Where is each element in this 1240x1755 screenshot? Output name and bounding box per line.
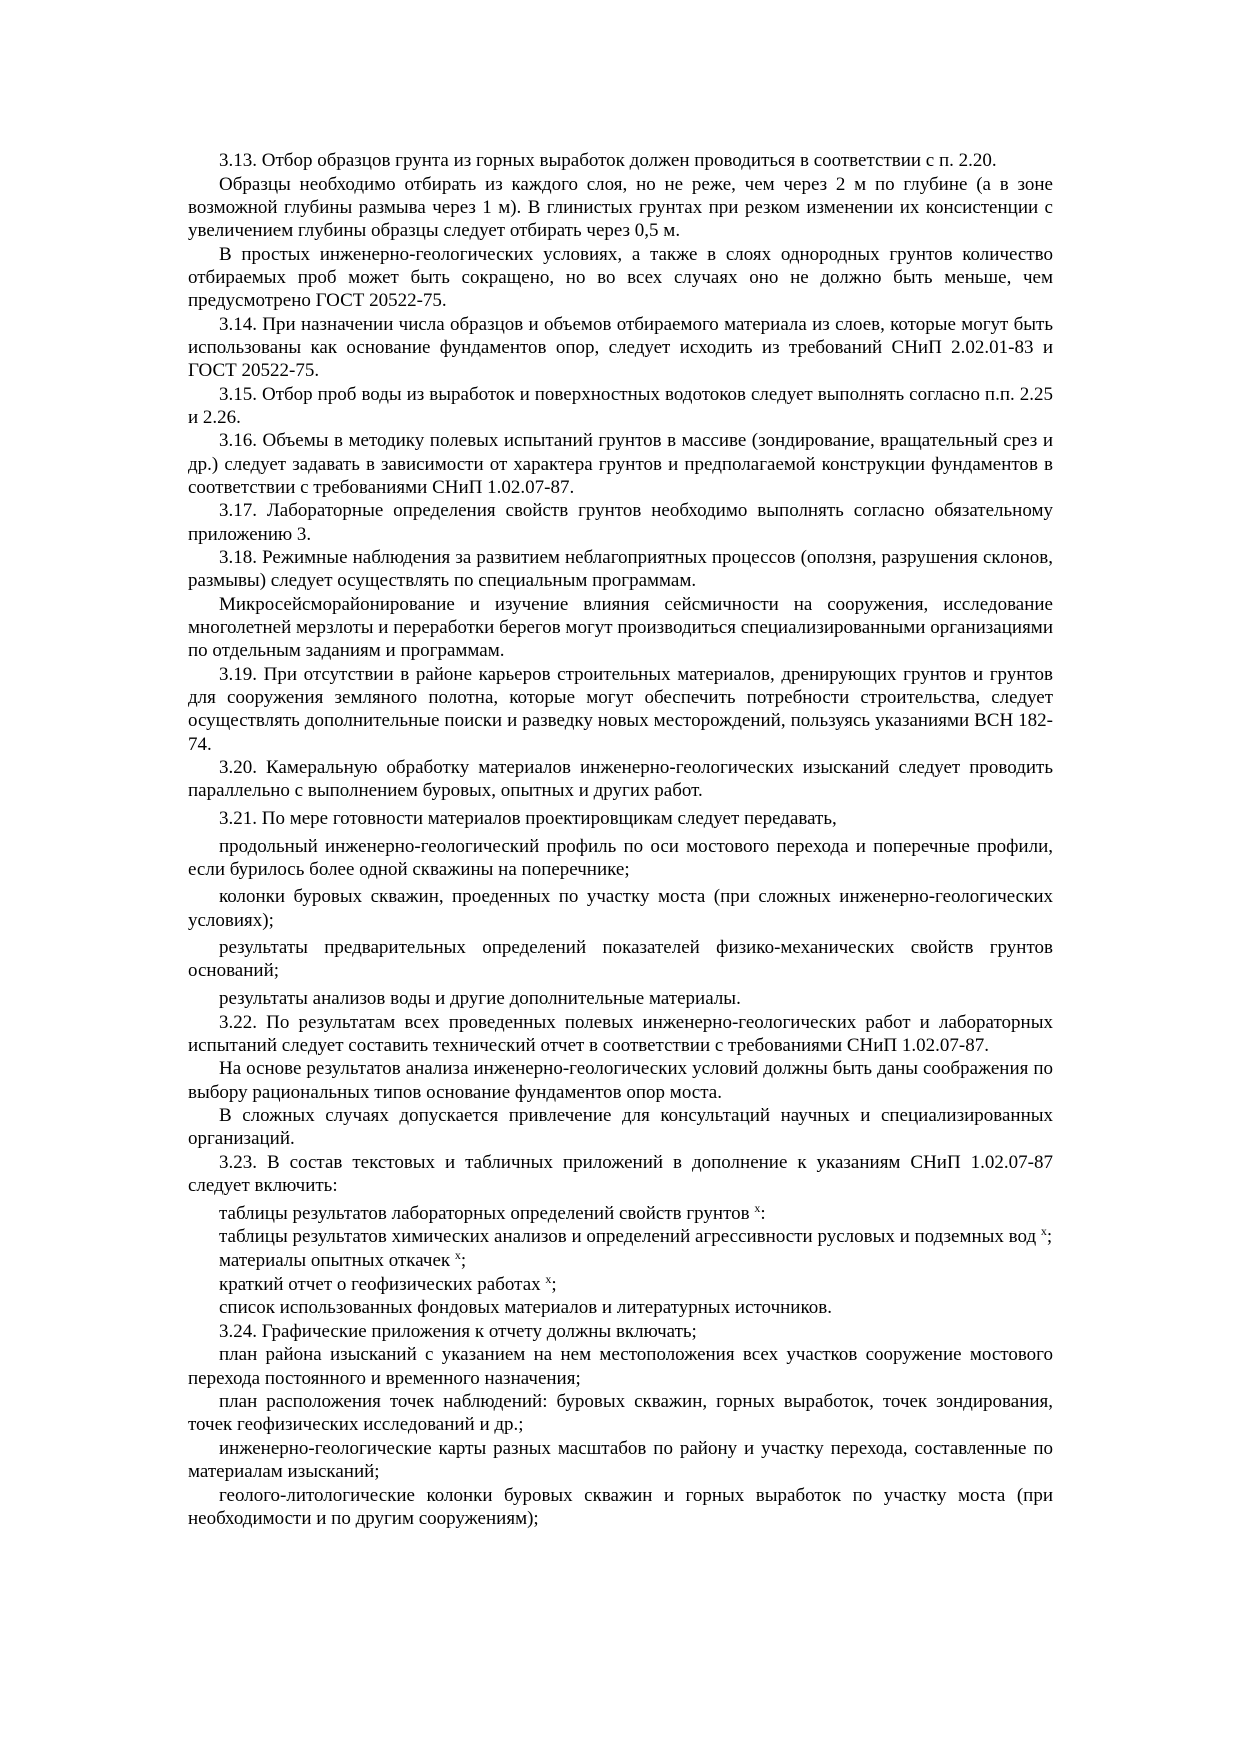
footnote-mark: х — [754, 1200, 761, 1215]
paragraph-3-13: 3.13. Отбор образцов грунта из горных выработок должен проводиться в соответствии с п. 2.20. — [219, 150, 997, 171]
document-body — [188, 149, 1053, 1531]
paragraph-3-15: 3.15. Отбор проб воды из выработок и поверхностных водотоков следует выполнять согласно п.п. 2.25 и 2.26. — [188, 383, 1053, 428]
list-item: продольный инженерно-геологический профиль по оси мостового перехода и поперечные профили, если бурилось более одной скважины на поперечнике; — [188, 835, 1053, 880]
paragraph: В простых инженерно-геологических условиях, а также в слоях однородных грунтов количество отбираемых проб может быть сокращено, но во всех случаях оно не должно быть меньше, чем предусмотрено ГОСТ 20522-75. — [188, 243, 1053, 311]
list-item: инженерно-геологические карты разных масштабов по району и участку перехода, составленные по материалам изысканий; — [188, 1437, 1053, 1483]
list-item: таблицы результатов химических анализов и определений агрессивности русловых и подземных вод $^х$; — [219, 1224, 1053, 1248]
paragraph-3-14: 3.14. При назначении числа образцов и объемов отбираемого материала из слоев, которые могут быть использованы как основание фундаментов опор, следует исходить из требований СНиП 2.02.01-83 и ГОСТ 20522-75. — [188, 313, 1053, 381]
paragraph: На основе результатов анализа инженерно-геологических условий должны быть даны соображения по выбору рациональных типов основание фундаментов опор моста. — [188, 1058, 1053, 1103]
list-item: список использованных фондовых материалов и литературных источников. — [219, 1297, 832, 1319]
list-item: колонки буровых скважин, проеденных по участку моста (при сложных инженерно-геологических условиях); — [188, 886, 1053, 931]
paragraph: В сложных случаях допускается привлечение для консультаций научных и специализированных организаций. — [188, 1105, 1053, 1150]
paragraph-3-18: 3.18. Режимные наблюдения за развитием неблагоприятных процессов (оползня, разрушения склонов, размывы) следует осуществлять по специальным программам. — [188, 547, 1053, 592]
paragraph-3-22: 3.22. По результатам всех проведенных полевых инженерно-геологических работ и лабораторных испытаний следует составить технический отчет в соответствии с требованиями СНиП 1.02.07-87. — [188, 1011, 1053, 1056]
footnote-mark: х — [454, 1247, 461, 1262]
list-item: краткий отчет о геофизических работах $^х$; — [219, 1271, 557, 1295]
paragraph-3-24: 3.24. Графические приложения к отчету должны включать; — [219, 1320, 697, 1342]
paragraph-3-23: 3.23. В состав текстовых и табличных приложений в дополнение к указаниям СНиП 1.02.07-87 следует включить: — [188, 1151, 1053, 1197]
list-item: план расположения точек наблюдений: буровых скважин, горных выработок, точек зондирования, точек геофизических исследований и др.; — [188, 1391, 1053, 1436]
paragraph-3-20: 3.20. Камеральную обработку материалов инженерно-геологических изысканий следует проводить параллельно с выполнением буровых, опытных и других работ. — [188, 757, 1053, 802]
list-item: результаты анализов воды и другие дополнительные материалы. — [219, 987, 741, 1009]
paragraph-3-21: 3.21. По мере готовности материалов проектировщикам следует передавать, — [219, 807, 837, 829]
paragraph: Образцы необходимо отбирать из каждого слоя, но не реже, чем через 2 м по глубине (а в зоне возможной глубины размыва через 1 м). В глинистых грунтах при резком изменении их консистенции с увеличением глубины образцы следует отбирать через 0,5 м. — [188, 173, 1053, 241]
footnote-mark: х — [545, 1271, 552, 1286]
list-item: план района изысканий с указанием на нем местоположения всех участков сооружение мостового перехода постоянного и временного назначения; — [188, 1344, 1053, 1389]
paragraph-3-17: 3.17. Лабораторные определения свойств грунтов необходимо выполнять согласно обязательному приложению 3. — [188, 500, 1053, 545]
footnote-mark: х — [1040, 1224, 1047, 1239]
paragraph-3-16: 3.16. Объемы в методику полевых испытаний грунтов в массиве (зондирование, вращательный срез и др.) следует задавать в зависимости от характера грунтов и предполагаемой конструкции фундаментов в соответствии с требованиями СНиП 1.02.07-87. — [188, 430, 1053, 498]
list-item: результаты предварительных определений показателей физико-механических свойств грунтов оснований; — [188, 937, 1053, 982]
paragraph: Микросейсморайонирование и изучение влияния сейсмичности на сооружения, исследование многолетней мерзлоты и переработки берегов могут производиться специализированными организациями по отдельным заданиям и программам. — [188, 593, 1053, 662]
list-item: материалы опытных откачек $^х$; — [219, 1247, 467, 1271]
paragraph-3-19: 3.19. При отсутствии в районе карьеров строительных материалов, дренирующих грунтов и грунтов для сооружения земляного полотна, которые могут обеспечить потребности строительства, следует осуществлять дополнительные поиски и разведку новых месторождений, пользуясь указаниями ВСН 182-74. — [188, 663, 1053, 755]
list-item: геолого-литологические колонки буровых скважин и горных выработок по участку моста (при необходимости и по другим сооружениям); — [188, 1484, 1053, 1529]
list-item: таблицы результатов лабораторных определений свойств грунтов $^х$: — [219, 1200, 766, 1224]
